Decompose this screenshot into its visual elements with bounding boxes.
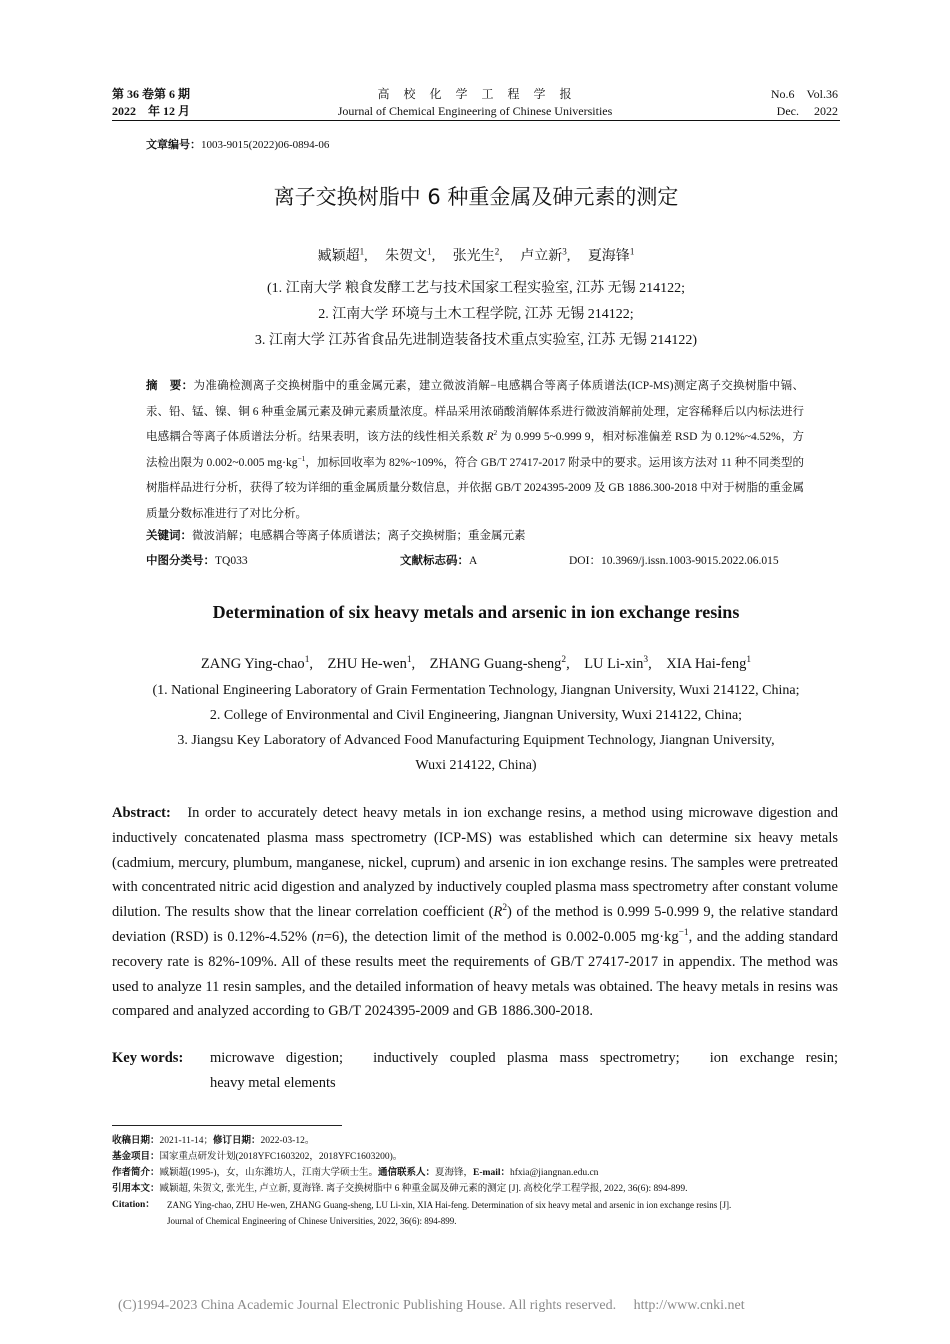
abstract-cn: 摘 要：为准确检测离子交换树脂中的重金属元素，建立微波消解−电感耦合等离子体质谱法(ICP-MS)测定离子交换树脂中镉、汞、铅、锰、镍、铜 6 种重金属元素及砷元素质量浓度。样品采用浓硝酸消解体系进行微波消解前处理，定容稀释后以内标法进行电感耦合等离子体质谱法分析。结果表明，该方法的线性相关系数 $R^2$ 为 0.999 5~0.999 9，相对标准偏差 RSD 为 0.12%~4.52%，方法检出限为 0.002~0.005 $mg\cdot kg^{-1}$，加标回收率为 82%~109%，符合 GB/T 27417-2017 附录中的要求。运用该方法对 11 种不同类型的树脂样品进行分析，获得了较为详细的重金属质量分数信息，并依据 GB/T 2024395-2009 及 GB 1886.300-2018 中对于树脂的重金属质量分数标准进行了对比分析。: [146, 380, 804, 520]
affiliations-cn: [112, 276, 840, 354]
author-cn: 夏海锋: [587, 249, 630, 264]
footnotes: [112, 1133, 852, 1229]
document-code: 文献标志码：A: [400, 555, 478, 567]
affiliation-cn: (1. 江南大学 粮食发酵工艺与技术国家工程实验室, 江苏 无锡 214122;: [266, 281, 686, 296]
author-cn: 张光生: [452, 249, 495, 264]
affiliation-cn: 2. 江南大学 环境与土木工程学院, 江苏 无锡 214122;: [318, 307, 634, 322]
affiliation-en: 2. College of Environmental and Civil Engineering, Jiangnan University, Wuxi 214122, China;: [209, 708, 743, 723]
email-link[interactable]: hfxia@jiangnan.edu.cn: [510, 1168, 599, 1178]
issue-volume-en: No.6 Vol.36: [770, 87, 838, 101]
author-en: XIA Hai-feng: [666, 656, 747, 672]
fund-info: 基金项目：国家重点研发计划(2018YFC1603202，2018YFC1603200)。: [112, 1152, 403, 1162]
title-cn: 离子交换树脂中 6 种重金属及砷元素的测定: [273, 185, 679, 209]
footnote-rule: [112, 1125, 342, 1126]
affiliations-en: [112, 678, 840, 778]
title-en: Determination of six heavy metals and arsenic in ion exchange resins: [212, 602, 740, 622]
issue-date-en: Dec. 2022: [776, 104, 838, 118]
abstract-en: Abstract: In order to accurately detect heavy metals in ion exchange resins, a method using microwave digestion and inductively concatenated plasma mass spectrometry (ICP-MS) was established which can determine six heavy metals (cadmium, mercury, plumbum, manganese, nickel, cuprum) and arsenic in ion exchange resins. The samples were pretreated with concentrated nitric acid digestion and analyzed by inductively coupled plasma mass spectrometry after constant volume dilution. The results show that the linear correlation coefficient $(R^2)$ of the method is 0.999 5-0.999 9, the relative standard deviation (RSD) is 0.12%-4.52% (n=6), the detection limit of the method is 0.002-0.005 $mg\cdot kg^{-1}$, and the adding standard recovery rate is 82%-109%. All of these results meet the requirements of GB/T 27417-2017 in appendix. The method was used to analyze 11 resin samples, and the detailed information of heavy metals was obtained. The heavy metals in resins was compared and analyzed according to GB/T 2024395-2009 and GB 1886.300-2018.: [112, 805, 838, 1020]
author-cn: 朱贺文: [385, 249, 428, 264]
author-cn: 卢立新: [520, 249, 563, 264]
author-en: LU Li-xin: [584, 656, 644, 672]
affiliation-en: 3. Jiangsu Key Laboratory of Advanced Food Manufacturing Equipment Technology, Jiangnan University,: [177, 733, 775, 748]
affiliation-en: (1. National Engineering Laboratory of Grain Fermentation Technology, Jiangnan University, Wuxi 214122, China;: [152, 683, 800, 698]
keywords-en-label: Key words:: [112, 1050, 184, 1066]
article-number: 文章编号：1003-9015(2022)06-0894-06: [146, 139, 330, 151]
author-cn: 臧颖超: [317, 249, 360, 264]
clc-number: 中图分类号：TQ033: [146, 555, 248, 567]
author-en: ZHU He-wen: [327, 656, 407, 672]
copyright-notice: (C)1994-2023 China Academic Journal Electronic Publishing House. All rights reserved. http://www.cnki.net: [118, 1298, 745, 1313]
abstract-en-label: Abstract:: [112, 805, 171, 821]
keywords-en: Key words: microwave digestion; inductively coupled plasma mass spectrometry; ion exchange resin; heavy metal elements: [112, 1046, 838, 1096]
journal-name-cn: 高 校 化 学 工 程 学 报: [377, 87, 573, 101]
citation-cn: 引用本文： 臧颖超, 朱贺文, 张光生, 卢立新, 夏海锋. 离子交换树脂中 6 种重金属及砷元素的测定 [J]. 高校化学工程学报, 2022, 36(6): 894-899.: [112, 1184, 688, 1194]
issue-date-cn: 2022 年 12 月: [112, 104, 191, 118]
issue-volume-cn: 第 36 卷第 6 期: [112, 87, 191, 101]
doi: DOI：10.3969/j.issn.1003-9015.2022.06.015: [569, 555, 779, 567]
authors-en: ZANG Ying-chao$^1$, ZHU He-wen$^1$, ZHANG Guang-sheng$^2$, LU Li-xin$^3$, XIA Hai-feng$^1$: [200, 655, 752, 672]
author-en: ZHANG Guang-sheng: [429, 656, 562, 672]
author-info: 作者简介：臧颖超(1995-)，女，山东潍坊人，江南大学硕士生。通信联系人：夏海锋，E-mail：hfxia@jiangnan.edu.cn: [112, 1168, 599, 1178]
abstract-cn-label: 摘 要：: [146, 380, 194, 392]
affiliation-en: Wuxi 214122, China): [415, 758, 537, 773]
header-rule: [112, 120, 840, 121]
affiliation-cn: 3. 江南大学 江苏省食品先进制造装备技术重点实验室, 江苏 无锡 214122): [254, 333, 698, 348]
authors-cn: 臧颖超$^1$, 朱贺文$^1$, 张光生$^2$, 卢立新$^3$, 夏海锋$^1$: [317, 246, 635, 264]
received-dates: 收稿日期：2021-11-14；修订日期：2022-03-12。: [112, 1136, 315, 1146]
keywords-cn: 关键词：微波消解；电感耦合等离子体质谱法；离子交换树脂；重金属元素: [146, 530, 526, 542]
citation-en-cont: Journal of Chemical Engineering of Chinese Universities, 2022, 36(6): 894-899.: [167, 1216, 457, 1226]
journal-name-en: Journal of Chemical Engineering of Chinese Universities: [337, 104, 613, 118]
author-en: ZANG Ying-chao: [200, 656, 305, 672]
citation-en: Citation： ZANG Ying-chao, ZHU He-wen, ZHANG Guang-sheng, LU Li-xin, XIA Hai-feng. Determination of six heavy metal and arsenic in ion exchange resins [J].: [112, 1200, 732, 1210]
